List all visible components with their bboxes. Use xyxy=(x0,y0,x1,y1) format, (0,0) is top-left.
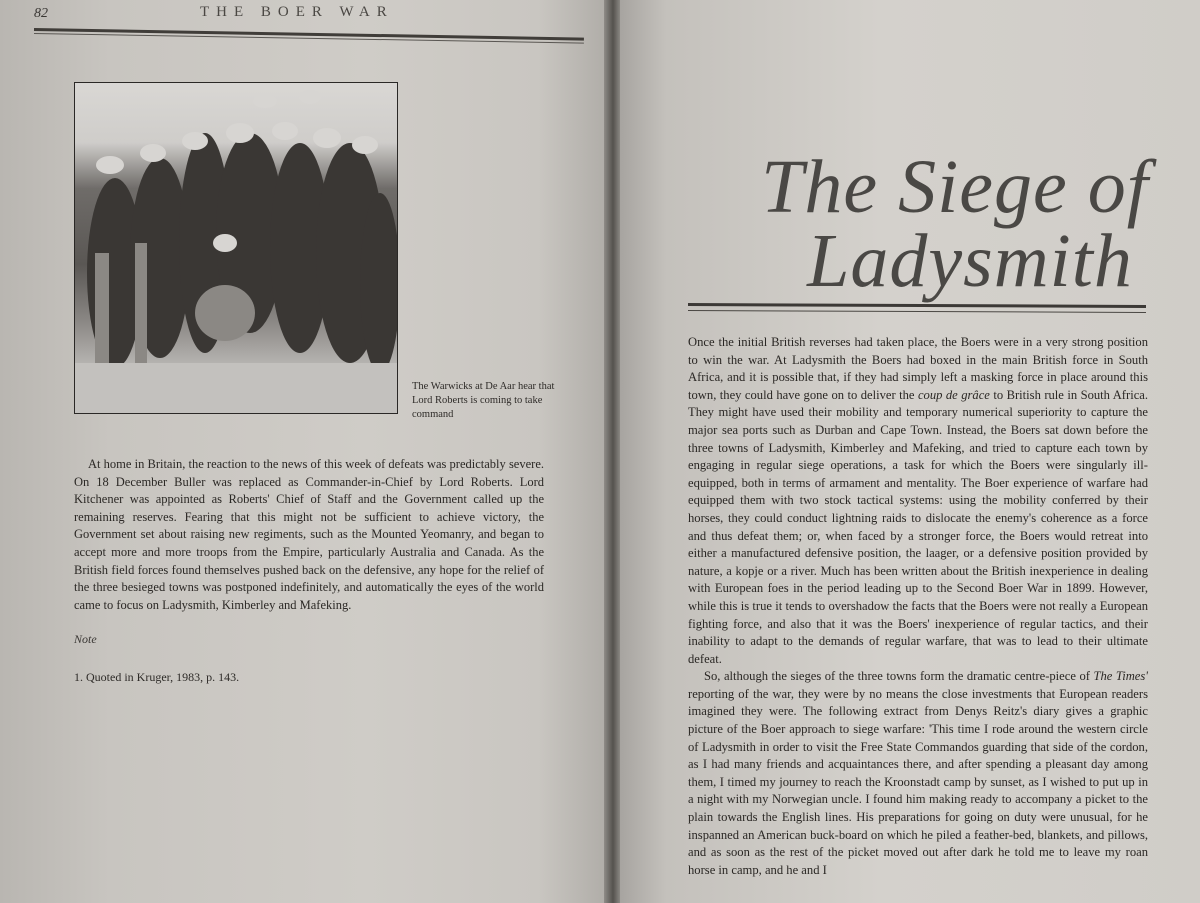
page-number: 82 xyxy=(34,6,48,21)
note-citation: 1. Quoted in Kruger, 1983, p. 143. xyxy=(74,670,240,684)
title-rule-thin xyxy=(688,310,1146,313)
p1-italic: coup de grâce xyxy=(917,387,990,402)
running-head: THE BOER WAR xyxy=(200,4,394,20)
p1-text-b: to British rule in South Africa. They might have used their mobility and temporary numerical superiority to capture the major sea ports such as Durban and Cape Town. Instead, the Boers sat down before the three towns of Ladysmith, Kimberley and Mafeking, and tried to capture each town by engaging in regular siege operations, a task for which the Boers were singularly ill-equipped, both in terms of armament and mentality. The Boer experience of warfare had equipped them with two stock tactical systems: using the mobility conferred by their horses, they could conduct lightning raids to dislocate the enemy's coherence as a force and thus defeat them; or, when faced by a stronger force, the Boers would retreat into either a manufactured defensive position, the laager, or a defensive position provided by nature, a kopje or a river. Much has been written about the British inexperience in dealing with European foes in the period leading up to the Second Boer War in 1899. However, while this is true it tends to overshadow the facts that the Boers were not really a European fighting force, and also that it was the Boers' inexperience of regular tactics, and their inability to adapt to the demands of regular warfare, that was to lead to their ultimate defeat. xyxy=(688,387,1149,666)
photo-caption: The Warwicks at De Aar hear that Lord Roberts is coming to take command xyxy=(412,381,555,420)
right-paragraph-2 xyxy=(688,668,1148,879)
right-paragraph-1 xyxy=(688,334,1148,668)
left-body-text xyxy=(74,456,544,614)
left-paragraph: At home in Britain, the reaction to the news of this week of defeats was predictably severe. On 18 December Buller was replaced as Commander-in-Chief by Lord Roberts. Lord Kitchener was appointed as Roberts' Chief of Staff and the Government called up the remaining reserves. Fearing that this might not be sufficient to achieve victory, the Government set about raising new regiments, such as the Mounted Yeomanry, and began to accept more and more troops from the Empire, particularly Australia and Canada. As the British field forces found themselves pushed back on the defensive, any hope for the relief of the three besieged towns was postponed indefinitely, and automatically the eyes of the world came to focus on Ladysmith, Kimberley and Mafeking. xyxy=(74,457,544,612)
chapter-title xyxy=(720,145,1190,303)
title-rule-thick xyxy=(688,303,1146,308)
photograph-soldiers xyxy=(74,82,398,414)
chapter-title-line1: The Siege of xyxy=(761,145,1149,229)
right-page xyxy=(620,0,1200,903)
p2-text-a: So, although the sieges of the three towns form the dramatic centre-piece of xyxy=(704,669,1094,684)
note-heading: Note xyxy=(74,632,97,646)
right-body-text xyxy=(688,334,1148,879)
p2-text-b: reporting of the war, they were by no means the close investments that European readers imagined they were. The following extract from Denys Reitz's diary gives a graphic picture of the Boer approach to siege warfare: 'This time I rode around the western circle of Ladysmith in order to visit the Free State Commandos guarding that side of the cordon, as I had many friends and acquaintances there, and after spending a pleasant day among them, I timed my journey to reach the Kroonstadt camp by sunset, as I wished to put up in a night with my Norwegian uncle. I found him making ready to accompany a picket to the plain towards the English lines. His preparations for going on duty were unusual, for he inspanned an American buck-board on which he piled a feather-bed, blankets, and pillows, and as soon as the rest of the picket moved out after dark he told me to leave my roan horse in camp, and he and I xyxy=(688,686,1148,877)
p1-text-a: Once the initial British reverses had taken place, the Boers were in a very strong position to win the war. At Ladysmith the Boers had boxed in the main British force in South Africa, and it is possible that, if they had simply left a masking force in place around this town, they could have gone on to deliver the xyxy=(688,335,1148,402)
photograph-crowd-illustration xyxy=(75,83,397,413)
p2-italic: The Times' xyxy=(1093,669,1148,684)
chapter-title-line2: Ladysmith xyxy=(807,219,1133,303)
